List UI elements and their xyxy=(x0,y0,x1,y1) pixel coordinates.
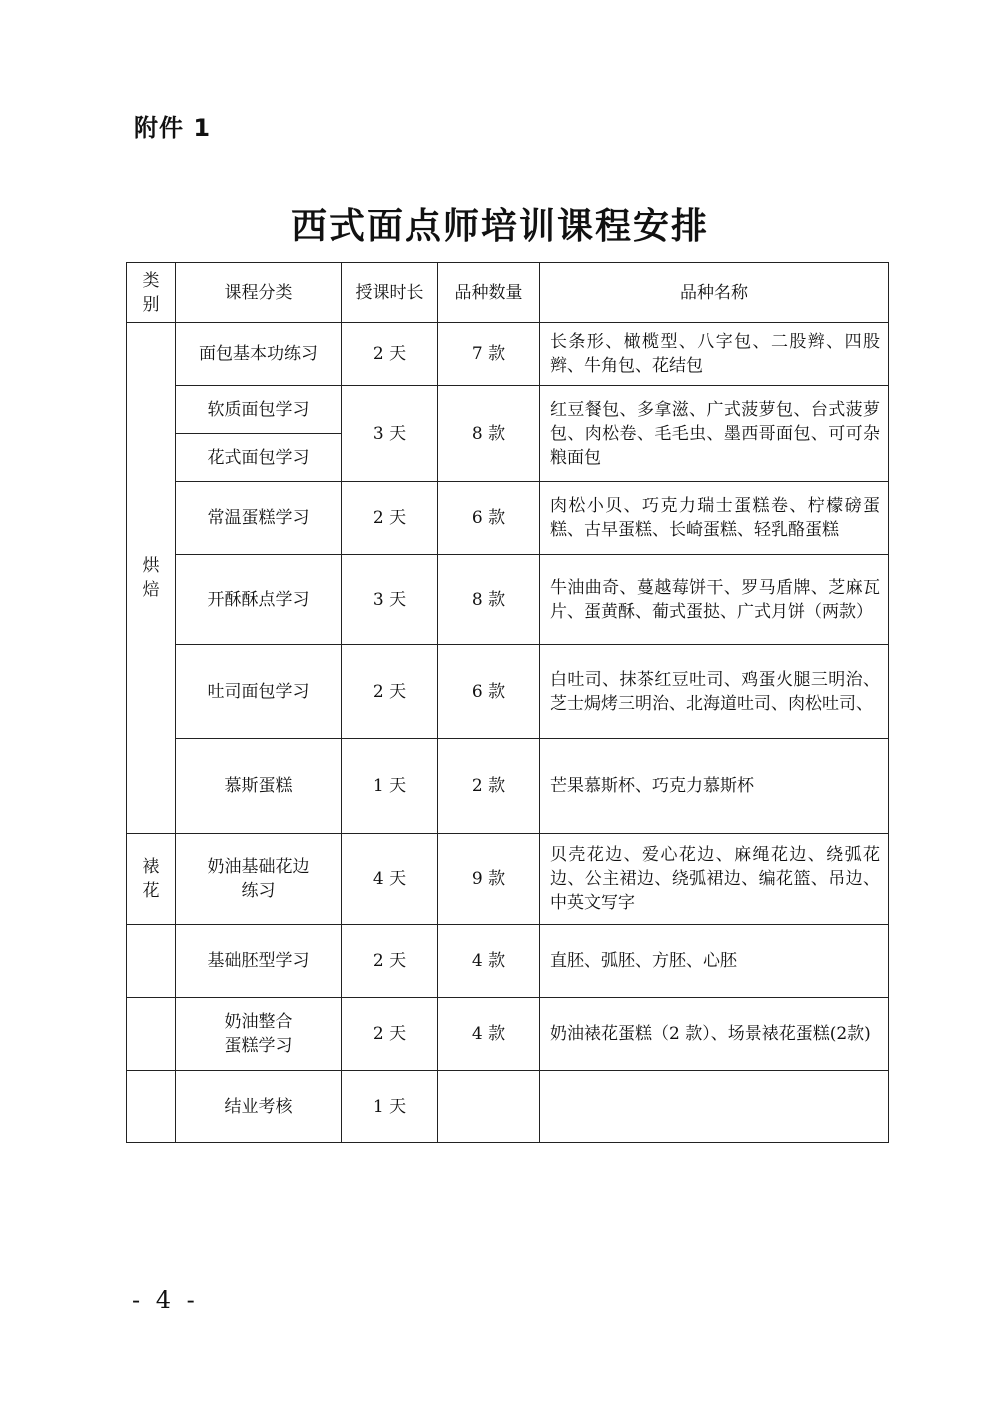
table-row xyxy=(127,739,889,834)
header-category: 类别 xyxy=(127,263,176,323)
table-row xyxy=(127,998,889,1071)
table-row xyxy=(127,925,889,998)
table-row xyxy=(127,482,889,555)
count-cell: 7 款 xyxy=(438,323,540,386)
count-cell: 4 款 xyxy=(438,925,540,998)
category-baking: 烘焙 xyxy=(127,323,176,834)
names-cell: 奶油裱花蛋糕（2 款）、场景裱花蛋糕(2款) xyxy=(540,998,889,1071)
table-row xyxy=(127,645,889,739)
header-names: 品种名称 xyxy=(540,263,889,323)
course-cell: 开酥酥点学习 xyxy=(176,555,342,645)
duration-cell: 2 天 xyxy=(342,998,438,1071)
course-cell: 吐司面包学习 xyxy=(176,645,342,739)
names-cell: 牛油曲奇、蔓越莓饼干、罗马盾牌、芝麻瓦片、蛋黄酥、葡式蛋挞、广式月饼（两款） xyxy=(540,555,889,645)
page-number: - 4 - xyxy=(132,1286,199,1314)
header-duration: 授课时长 xyxy=(342,263,438,323)
course-cell: 常温蛋糕学习 xyxy=(176,482,342,555)
names-cell: 红豆餐包、多拿滋、广式菠萝包、台式菠萝包、肉松卷、毛毛虫、墨西哥面包、可可杂粮面包 xyxy=(540,386,889,482)
names-cell: 直胚、弧胚、方胚、心胚 xyxy=(540,925,889,998)
course-cell: 奶油基础花边练习 xyxy=(176,834,342,925)
course-cell: 软质面包学习 xyxy=(176,386,342,434)
count-cell: 4 款 xyxy=(438,998,540,1071)
duration-cell: 2 天 xyxy=(342,482,438,555)
table-row xyxy=(127,834,889,925)
duration-cell: 2 天 xyxy=(342,323,438,386)
duration-cell: 4 天 xyxy=(342,834,438,925)
names-cell: 长条形、橄榄型、八字包、二股辫、四股辫、牛角包、花结包 xyxy=(540,323,889,386)
duration-cell: 3 天 xyxy=(342,386,438,482)
course-cell: 基础胚型学习 xyxy=(176,925,342,998)
names-cell: 芒果慕斯杯、巧克力慕斯杯 xyxy=(540,739,889,834)
names-cell: 肉松小贝、巧克力瑞士蛋糕卷、柠檬磅蛋糕、古早蛋糕、长崎蛋糕、轻乳酪蛋糕 xyxy=(540,482,889,555)
course-cell: 奶油整合蛋糕学习 xyxy=(176,998,342,1071)
category-empty xyxy=(127,998,176,1071)
duration-cell: 3 天 xyxy=(342,555,438,645)
count-cell: 6 款 xyxy=(438,482,540,555)
names-cell xyxy=(540,1071,889,1143)
attachment-label: 附件 1 xyxy=(134,114,212,142)
header-course: 课程分类 xyxy=(176,263,342,323)
count-cell: 6 款 xyxy=(438,645,540,739)
category-empty xyxy=(127,1071,176,1143)
table-row xyxy=(127,323,889,386)
duration-cell: 2 天 xyxy=(342,925,438,998)
table-row xyxy=(127,386,889,434)
names-cell: 贝壳花边、爱心花边、麻绳花边、绕弧花边、公主裙边、绕弧裙边、编花篮、吊边、中英文写字 xyxy=(540,834,889,925)
category-decorating: 裱花 xyxy=(127,834,176,925)
count-cell xyxy=(438,1071,540,1143)
duration-cell: 1 天 xyxy=(342,739,438,834)
duration-cell: 1 天 xyxy=(342,1071,438,1143)
course-cell: 面包基本功练习 xyxy=(176,323,342,386)
header-count: 品种数量 xyxy=(438,263,540,323)
table-row xyxy=(127,1071,889,1143)
document-title: 西式面点师培训课程安排 xyxy=(290,205,709,247)
course-cell: 花式面包学习 xyxy=(176,434,342,482)
category-empty xyxy=(127,925,176,998)
table-row xyxy=(127,555,889,645)
count-cell: 9 款 xyxy=(438,834,540,925)
duration-cell: 2 天 xyxy=(342,645,438,739)
names-cell: 白吐司、抹茶红豆吐司、鸡蛋火腿三明治、芝士焗烤三明治、北海道吐司、肉松吐司、 xyxy=(540,645,889,739)
course-cell: 结业考核 xyxy=(176,1071,342,1143)
course-cell: 慕斯蛋糕 xyxy=(176,739,342,834)
table-header-row xyxy=(127,263,889,323)
count-cell: 8 款 xyxy=(438,386,540,482)
count-cell: 8 款 xyxy=(438,555,540,645)
course-schedule-table xyxy=(126,262,889,1143)
count-cell: 2 款 xyxy=(438,739,540,834)
